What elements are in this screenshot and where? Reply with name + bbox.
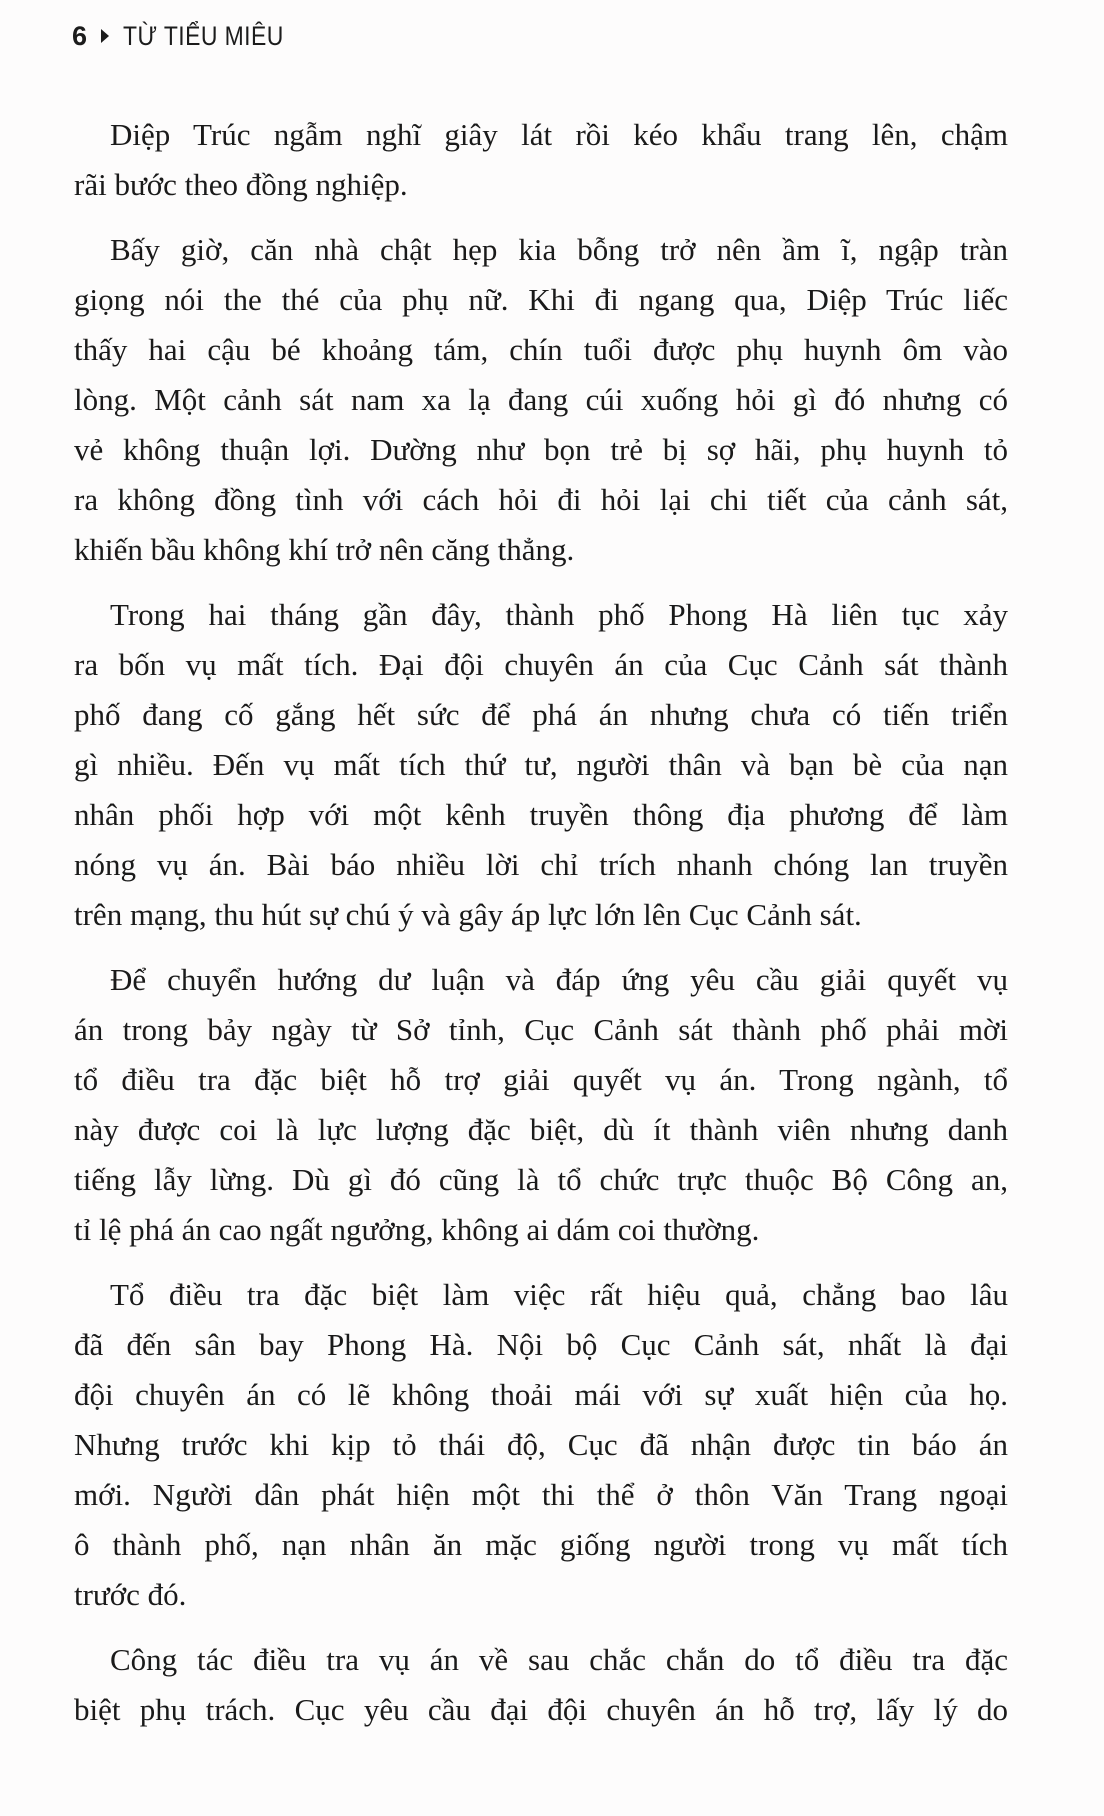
text-line: đã đến sân bay Phong Hà. Nội bộ Cục Cảnh sát, nhất là đại (74, 1327, 1008, 1362)
text-line: nóng vụ án. Bài báo nhiều lời chỉ trích nhanh chóng lan truyền (74, 847, 1008, 882)
paragraph (74, 1270, 1008, 1620)
text-line: trước đó. (74, 1577, 187, 1612)
text-line: Trong hai tháng gần đây, thành phố Phong Hà liên tục xảy (110, 597, 1008, 632)
paragraph (74, 225, 1008, 575)
text-line: lòng. Một cảnh sát nam xa lạ đang cúi xuống hỏi gì đó nhưng có (74, 382, 1008, 417)
text-line: thấy hai cậu bé khoảng tám, chín tuổi được phụ huynh ôm vào (74, 332, 1008, 367)
text-line: gì nhiều. Đến vụ mất tích thứ tư, người thân và bạn bè của nạn (74, 747, 1008, 782)
text-line: án trong bảy ngày từ Sở tỉnh, Cục Cảnh sát thành phố phải mời (74, 1012, 1008, 1047)
text-line: nhân phối hợp với một kênh truyền thông địa phương để làm (74, 797, 1008, 832)
paragraph (74, 955, 1008, 1255)
text-line: Bấy giờ, căn nhà chật hẹp kia bỗng trở nên ầm ĩ, ngập tràn (110, 232, 1008, 267)
text-line: tổ điều tra đặc biệt hỗ trợ giải quyết vụ án. Trong ngành, tổ (74, 1062, 1008, 1097)
text-line: giọng nói the thé của phụ nữ. Khi đi ngang qua, Diệp Trúc liếc (74, 282, 1008, 317)
text-line: Nhưng trước khi kịp tỏ thái độ, Cục đã nhận được tin báo án (74, 1427, 1008, 1462)
text-line: tỉ lệ phá án cao ngất ngưởng, không ai dám coi thường. (74, 1212, 760, 1247)
text-line: Để chuyển hướng dư luận và đáp ứng yêu cầu giải quyết vụ (110, 962, 1008, 997)
text-line: tiếng lẫy lừng. Dù gì đó cũng là tổ chức trực thuộc Bộ Công an, (74, 1162, 1008, 1197)
text-line: đội chuyên án có lẽ không thoải mái với sự xuất hiện của họ. (74, 1377, 1008, 1412)
text-line: Diệp Trúc ngẫm nghĩ giây lát rồi kéo khẩu trang lên, chậm (110, 117, 1008, 152)
text-line: ra không đồng tình với cách hỏi đi hỏi lại chi tiết của cảnh sát, (74, 482, 1008, 517)
text-line: Tổ điều tra đặc biệt làm việc rất hiệu quả, chẳng bao lâu (110, 1277, 1008, 1312)
text-line: mới. Người dân phát hiện một thi thể ở thôn Văn Trang ngoại (74, 1477, 1008, 1512)
paragraph (74, 590, 1008, 940)
text-line: vẻ không thuận lợi. Dường như bọn trẻ bị sợ hãi, phụ huynh tỏ (74, 432, 1008, 467)
text-line: rãi bước theo đồng nghiệp. (74, 167, 408, 202)
running-header (72, 16, 312, 56)
paragraph (74, 1635, 1008, 1735)
page-number: 6 (72, 20, 88, 51)
text-line: ra bốn vụ mất tích. Đại đội chuyên án của Cục Cảnh sát thành (74, 647, 1008, 682)
running-title: TỪ TIỂU MIÊU (123, 20, 284, 51)
page-body (74, 110, 1008, 1750)
text-line: khiến bầu không khí trở nên căng thẳng. (74, 532, 575, 567)
text-line: ô thành phố, nạn nhân ăn mặc giống người trong vụ mất tích (74, 1527, 1008, 1562)
text-line: biệt phụ trách. Cục yêu cầu đại đội chuyên án hỗ trợ, lấy lý do (74, 1692, 1008, 1727)
text-line: trên mạng, thu hút sự chú ý và gây áp lực lớn lên Cục Cảnh sát. (74, 897, 862, 932)
paragraph (74, 110, 1008, 210)
triangle-right-icon (101, 29, 109, 43)
text-line: này được coi là lực lượng đặc biệt, dù ít thành viên nhưng danh (74, 1112, 1008, 1147)
text-line: Công tác điều tra vụ án về sau chắc chắn do tổ điều tra đặc (110, 1642, 1008, 1677)
text-line: phố đang cố gắng hết sức để phá án nhưng chưa có tiến triển (74, 697, 1008, 732)
